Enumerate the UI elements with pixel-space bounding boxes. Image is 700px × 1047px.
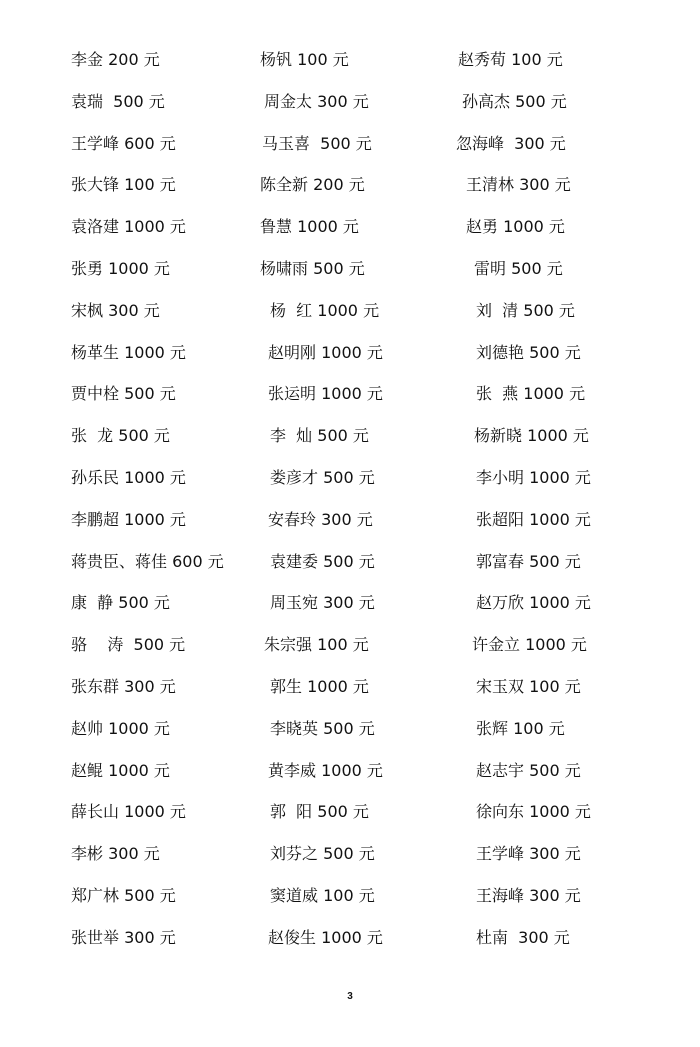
donor-entry: 赵帅 1000 元	[71, 718, 170, 738]
donor-entry: 王海峰 300 元	[476, 885, 581, 905]
donor-entry: 赵秀荀 100 元	[458, 50, 563, 69]
donor-entry: 李 灿 500 元	[270, 426, 369, 446]
donor-entry: 袁瑞 500 元	[71, 91, 165, 111]
donor-entry: 张超阳 1000 元	[476, 509, 591, 529]
donor-entry: 赵鲲 1000 元	[71, 760, 170, 780]
list-row	[0, 420, 700, 462]
donor-entry: 刘芬之 500 元	[270, 844, 375, 864]
donor-entry: 李小明 1000 元	[476, 467, 591, 487]
donor-entry: 杨啸雨 500 元	[260, 258, 365, 278]
donor-entry: 刘德艳 500 元	[476, 342, 581, 362]
donor-entry: 张东群 300 元	[71, 676, 176, 696]
donor-entry: 张运明 1000 元	[268, 384, 383, 404]
donor-entry: 贾中栓 500 元	[71, 384, 176, 404]
page-number: 3	[347, 991, 353, 1002]
donor-entry: 宋玉双 100 元	[476, 676, 581, 696]
donor-entry: 杜南 300 元	[476, 927, 570, 947]
donor-entry: 杨钒 100 元	[260, 50, 349, 69]
donor-entry: 娄彦才 500 元	[270, 467, 375, 487]
donor-entry: 孙乐民 1000 元	[71, 467, 186, 487]
donor-entry: 袁洛建 1000 元	[71, 217, 186, 237]
list-row	[0, 462, 700, 504]
list-row	[0, 713, 700, 755]
donor-entry: 杨 红 1000 元	[270, 300, 380, 320]
donor-entry: 李彬 300 元	[71, 844, 160, 864]
list-row	[0, 755, 700, 797]
donor-entry: 王学峰 600 元	[71, 133, 176, 153]
donor-entry: 杨革生 1000 元	[71, 342, 186, 362]
donor-entry: 蒋贵臣、蒋佳 600 元	[71, 551, 224, 571]
list-row	[0, 211, 700, 253]
list-row	[0, 128, 700, 170]
donor-entry: 赵万欣 1000 元	[476, 593, 591, 613]
list-row	[0, 587, 700, 629]
donor-entry: 张 龙 500 元	[71, 426, 170, 446]
donor-entry: 李晓英 500 元	[270, 718, 375, 738]
list-row	[0, 504, 700, 546]
donor-entry: 马玉喜 500 元	[262, 133, 372, 153]
donor-entry: 赵明刚 1000 元	[268, 342, 383, 362]
donor-entry: 宋枫 300 元	[71, 300, 160, 320]
donor-entry: 周玉宛 300 元	[270, 593, 375, 613]
donor-entry: 张勇 1000 元	[71, 258, 170, 278]
list-row	[0, 671, 700, 713]
donor-entry: 朱宗强 100 元	[264, 635, 369, 655]
donor-entry: 鲁慧 1000 元	[260, 217, 359, 237]
list-row	[0, 169, 700, 211]
list-row	[0, 796, 700, 838]
donor-entry: 杨新晓 1000 元	[474, 426, 589, 446]
list-row	[0, 86, 700, 128]
list-row	[0, 337, 700, 379]
donor-entry: 许金立 1000 元	[472, 635, 587, 655]
donor-entry: 张大锋 100 元	[71, 175, 176, 195]
donor-entry: 郭富春 500 元	[476, 551, 581, 571]
donor-entry: 张 燕 1000 元	[476, 384, 586, 404]
donor-entry: 康 静 500 元	[71, 593, 170, 613]
list-row	[0, 378, 700, 420]
donor-entry: 黄李威 1000 元	[268, 760, 383, 780]
donor-entry: 刘 清 500 元	[476, 300, 575, 320]
donor-entry: 赵俊生 1000 元	[268, 927, 383, 947]
donor-entry: 陈全新 200 元	[260, 175, 365, 195]
list-row	[0, 295, 700, 337]
donor-entry: 王学峰 300 元	[476, 844, 581, 864]
list-row	[0, 922, 700, 964]
donor-entry: 袁建委 500 元	[270, 551, 375, 571]
donor-entry: 赵勇 1000 元	[466, 217, 565, 237]
donor-entry: 郑广林 500 元	[71, 885, 176, 905]
list-row	[0, 44, 700, 86]
donor-entry: 赵志宇 500 元	[476, 760, 581, 780]
donor-entry: 骆 涛 500 元	[71, 635, 186, 655]
donor-entry: 张辉 100 元	[476, 718, 565, 738]
list-row	[0, 629, 700, 671]
donor-entry: 郭生 1000 元	[270, 676, 369, 696]
donor-entry: 郭 阳 500 元	[270, 802, 369, 822]
donor-entry: 安春玲 300 元	[268, 509, 373, 529]
donor-entry: 孙高杰 500 元	[462, 91, 567, 111]
donation-list	[0, 44, 700, 964]
donor-entry: 周金太 300 元	[264, 91, 369, 111]
list-row	[0, 838, 700, 880]
donor-entry: 徐向东 1000 元	[476, 802, 591, 822]
donor-entry: 李金 200 元	[71, 50, 160, 69]
donor-entry: 李鹏超 1000 元	[71, 509, 186, 529]
donor-entry: 薛长山 1000 元	[71, 802, 186, 822]
donor-entry: 雷明 500 元	[474, 258, 563, 278]
donor-entry: 忽海峰 300 元	[456, 133, 566, 153]
donor-entry: 窦道威 100 元	[270, 885, 375, 905]
list-row	[0, 253, 700, 295]
donor-entry: 王清林 300 元	[466, 175, 571, 195]
list-row	[0, 546, 700, 588]
list-row	[0, 880, 700, 922]
donor-entry: 张世举 300 元	[71, 927, 176, 947]
